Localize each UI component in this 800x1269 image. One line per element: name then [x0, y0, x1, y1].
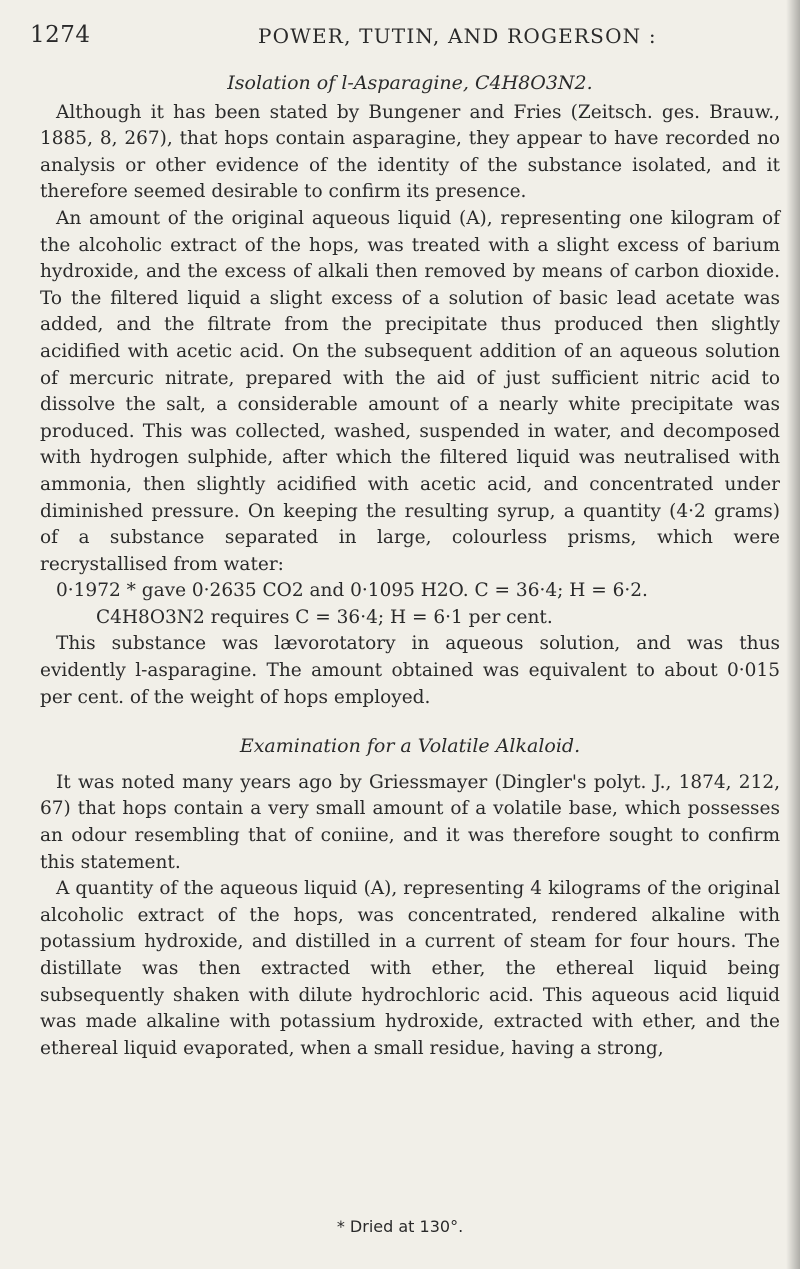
paragraph: It was noted many years ago by Griessmayer (Dingler's polyt. J., 1874, 212, 67) that hops contain a very small amount of a volatile base, which possesses an odour resembling that of coniine, and it was therefore sought to confirm this statement. — [40, 771, 780, 873]
section-heading-volatile-alkaloid: Examination for a Volatile Alkaloid. — [239, 735, 581, 758]
section-heading-asparagine: Isolation of l-Asparagine, C4H8O3N2. — [227, 72, 593, 94]
paragraph: This substance was lævorotatory in aqueous solution, and was thus evidently l-asparagine. The amount obtained was equivalent to about 0·015 per cent. of the weight of hops employed. — [40, 633, 780, 708]
page-edge-shadow — [786, 0, 800, 1269]
page-number: 1274 — [30, 22, 91, 48]
footnote: * Dried at 130°. — [336, 1217, 464, 1236]
paragraph: A quantity of the aqueous liquid (A), representing 4 kilograms of the original alcoholic extract of the hops, was concentrated, rendered alkaline with potassium hydroxide, and distilled in a current of steam for four hours. The distillate was then extracted with ether, the ethereal liquid being subsequently shaken with dilute hydrochloric acid. This aqueous acid liquid was made alkaline with potassium hydroxide, extracted with ether, and the ethereal liquid evaporated, when a small residue, having a strong, — [40, 878, 780, 1059]
analysis-result-line: 0·1972 * gave 0·2635 CO2 and 0·1095 H2O. C = 36·4; H = 6·2. — [56, 580, 648, 602]
paragraph: An amount of the original aqueous liquid (A), representing one kilogram of the alcoholic extract of the hops, was treated with a slight excess of barium hydroxide, and the excess of alkali then removed by means of carbon dioxide. To the filtered liquid a slight excess of a solution of basic lead acetate was added, and the filtrate from the precipitate thus produced then slightly acidified with acetic acid. On the subsequent addition of an aqueous solution of mercuric nitrate, prepared with the aid of just sufficient nitric acid to dissolve the salt, a considerable amount of a nearly white precipitate was produced. This was collected, washed, suspended in water, and decomposed with hydrogen sulphide, after which the filtered liquid was neutralised with ammonia, then slightly acidified with acetic acid, and concentrated under diminished pressure. On keeping the resulting syrup, a quantity (4·2 grams) of a substance separated in large, colourless prisms, which were recrystallised from water: — [40, 207, 780, 575]
page-header — [30, 22, 750, 52]
paragraph: Although it has been stated by Bungener and Fries (Zeitsch. ges. Brauw., 1885, 8, 267), that hops contain asparagine, they appear to have recorded no analysis or other evidence of the identity of the substance isolated, and it therefore seemed desirable to confirm its presence. — [40, 101, 780, 203]
running-head: POWER, TUTIN, AND ROGERSON : — [258, 24, 657, 48]
body-text — [40, 70, 780, 1062]
analysis-requirement-line: C4H8O3N2 requires C = 36·4; H = 6·1 per cent. — [96, 606, 553, 628]
